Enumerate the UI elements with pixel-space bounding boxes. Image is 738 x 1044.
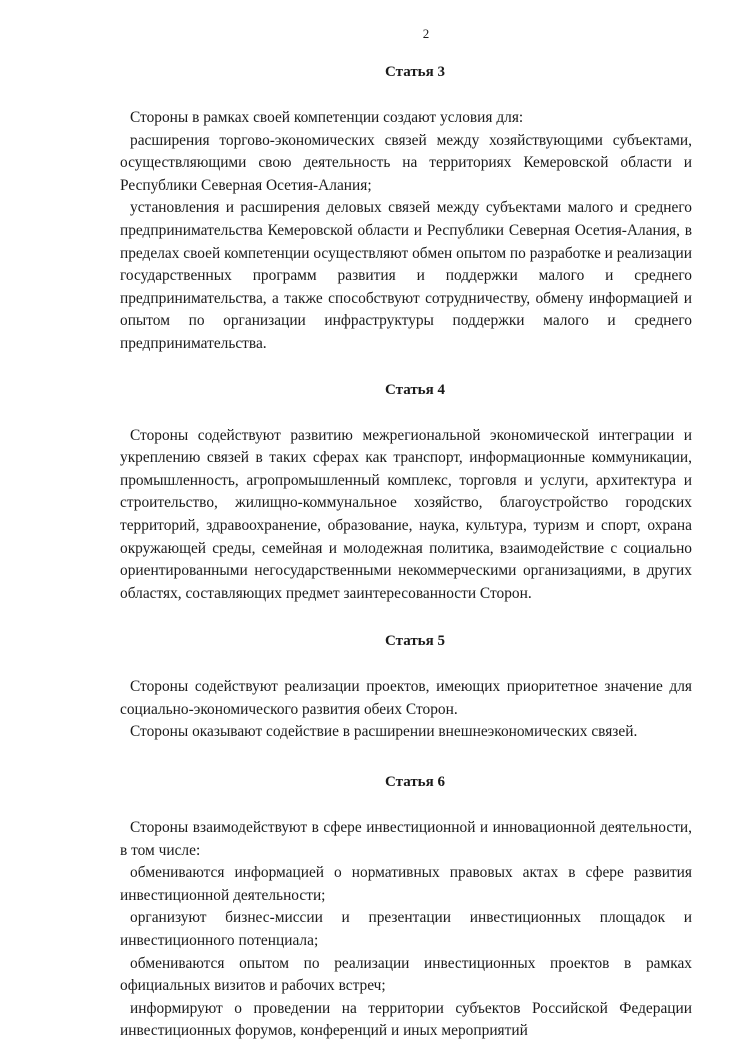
paragraph: Стороны в рамках своей компетенции создают условия для: <box>130 109 524 126</box>
article-4 <box>120 382 692 606</box>
article-title: Статья 6 <box>385 774 445 791</box>
page-number: 2 <box>422 26 430 41</box>
paragraph: расширения торгово-экономических связей между хозяйствующими субъектами, осуществляющими свою деятельность на территориях Кемеровской области и Республики Северная Осетия-Алания; <box>120 131 692 194</box>
article-title: Статья 5 <box>385 633 445 650</box>
paragraph: обмениваются опытом по реализации инвестиционных проектов в рамках официальных визитов и рабочих встреч; <box>120 954 692 995</box>
paragraph: Стороны содействуют реализации проектов, имеющих приоритетное значение для социально-экономического развития обеих Сторон. <box>120 678 692 718</box>
paragraph: организуют бизнес-миссии и презентации инвестиционных площадок и инвестиционного потенциала; <box>120 909 692 950</box>
article-5 <box>120 633 692 744</box>
article-6 <box>120 774 692 1043</box>
paragraph: информируют о проведении на территории субъектов Российской Федерации инвестиционных форумов, конференций и иных мероприятий <box>120 999 692 1040</box>
article-title: Статья 3 <box>385 64 445 80</box>
article-title: Статья 4 <box>385 381 445 398</box>
paragraph: Стороны содействуют развитию межрегиональной экономической интеграции и укреплению связей в таких сферах как транспорт, информационные коммуникации, промышленность, агропромышленный комплекс, торговля и услуги, архитектура и строительство, жилищно-коммунальное хозяйство, благоустройство городских территорий, здравоохранение, образование, наука, культура, туризм и спорт, охрана окружающей среды, семейная и молодежная политика, взаимодействие с социально ориентированными негосударственными некоммерческими организациями, в других областях, составляющих предмет заинтересованности Сторон. <box>120 426 692 602</box>
paragraph: обмениваются информацией о нормативных правовых актах в сфере развития инвестиционной деятельности; <box>120 864 692 904</box>
paragraph: Стороны оказывают содействие в расширении внешнеэкономических связей. <box>130 723 638 741</box>
article-3 <box>120 64 692 356</box>
paragraph: Стороны взаимодействуют в сфере инвестиционной и инновационной деятельности, в том числе: <box>120 819 692 859</box>
paragraph: установления и расширения деловых связей между субъектами малого и среднего предпринимательства Кемеровской области и Республики Северная Осетия-Алания, в пределах своей компетенции осуществляют обмен опытом по разработке и реализации государственных программ развития и поддержки малого и среднего предпринимательства, а также способствуют сотрудничеству, обмену информацией и опытом по организации инфраструктуры поддержки малого и среднего предпринимательства. <box>120 199 692 352</box>
